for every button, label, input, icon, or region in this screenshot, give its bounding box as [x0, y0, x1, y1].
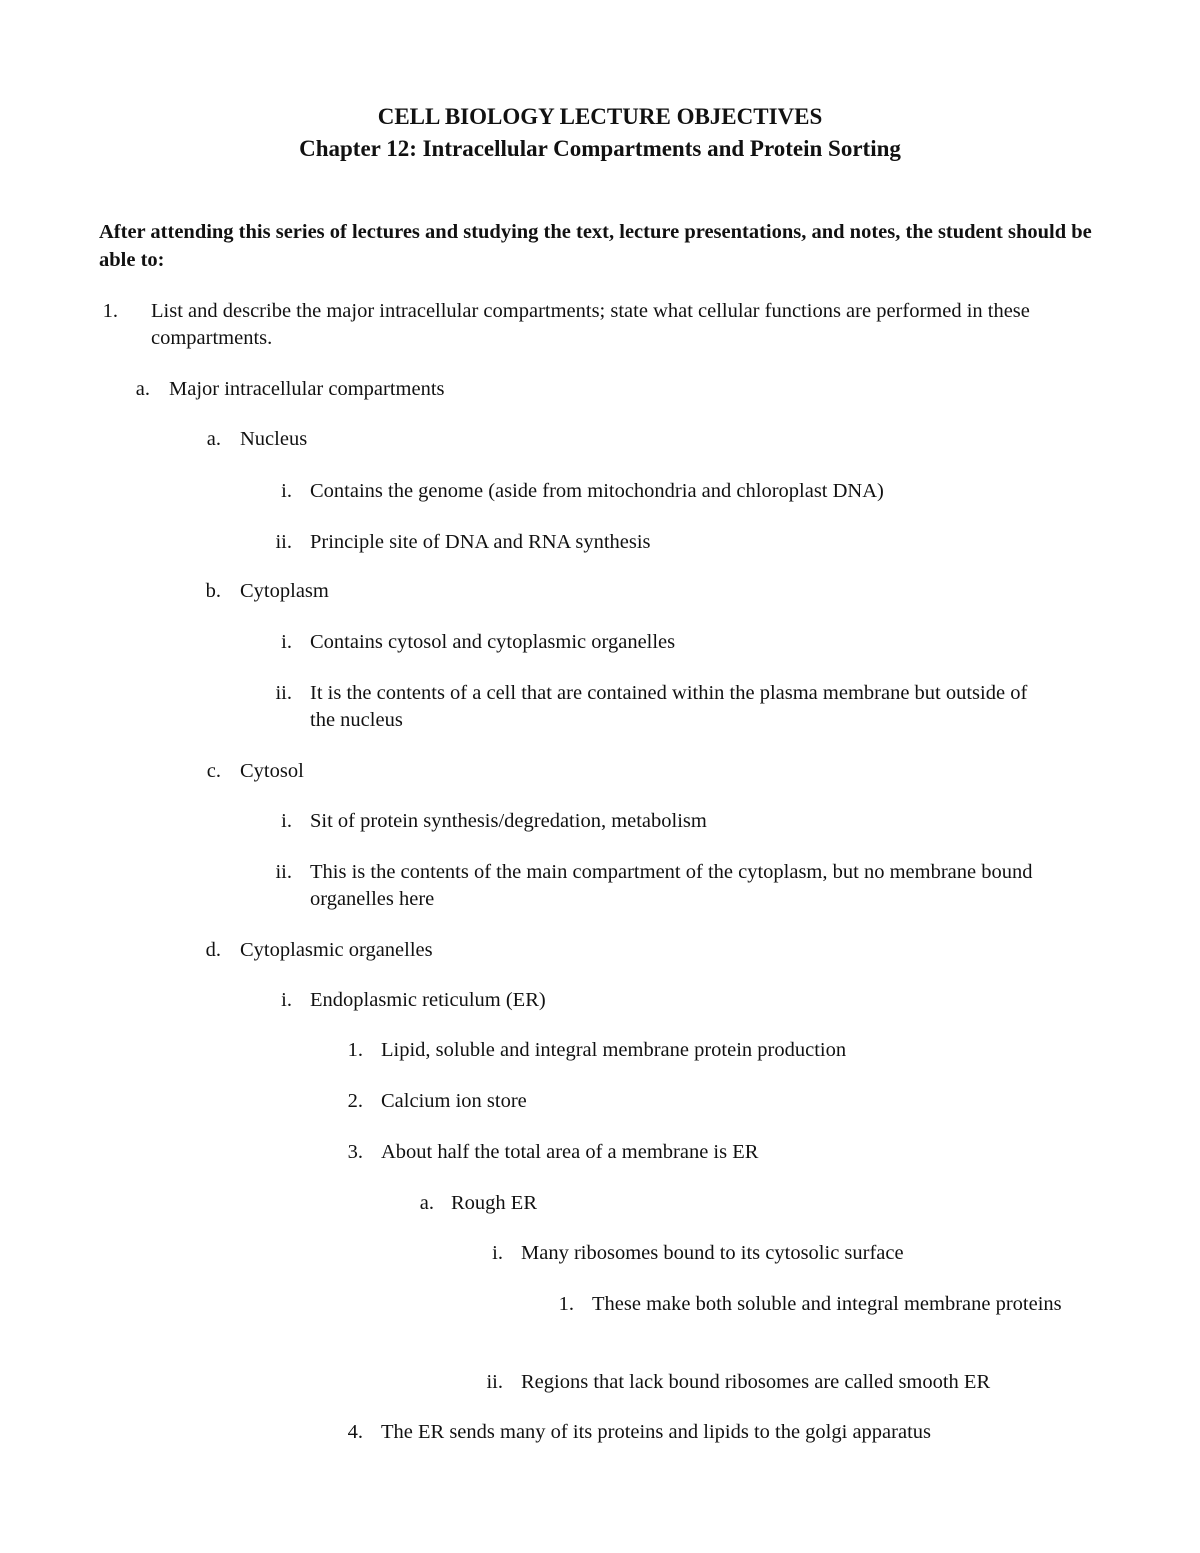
outline-marker: i. — [281, 810, 292, 832]
outline-text: Cytoplasmic organelles — [240, 939, 433, 961]
outline-marker: 4. — [347, 1421, 363, 1443]
outline-text: Many ribosomes bound to its cytosolic surface — [521, 1242, 904, 1264]
outline-marker: c. — [206, 760, 221, 782]
outline-marker: 1. — [558, 1293, 574, 1315]
chapter-title: Chapter 12: Intracellular Compartments and Protein Sorting — [299, 136, 901, 161]
outline-marker: ii. — [486, 1371, 503, 1393]
outline-text: Cytosol — [240, 760, 304, 782]
outline-text: Endoplasmic reticulum (ER) — [310, 989, 546, 1011]
outline-marker: i. — [492, 1242, 503, 1264]
outline-text: This is the contents of the main compartment of the cytoplasm, but no membrane bound organelles here — [310, 861, 1033, 910]
outline-text: Contains the genome (aside from mitochondria and chloroplast DNA) — [310, 480, 884, 502]
outline-text: About half the total area of a membrane is ER — [381, 1141, 759, 1163]
outline-text: Lipid, soluble and integral membrane protein production — [381, 1039, 847, 1061]
outline-text: The ER sends many of its proteins and lipids to the golgi apparatus — [381, 1421, 931, 1443]
outline-marker: ii. — [275, 682, 292, 704]
outline-text: Cytoplasm — [240, 580, 329, 602]
intro-paragraph: After attending this series of lectures and studying the text, lecture presentations, and notes, the student should be able to: — [99, 221, 1092, 271]
outline-marker: a. — [206, 428, 221, 450]
outline-marker: 3. — [347, 1141, 363, 1163]
outline-marker: 1. — [347, 1039, 363, 1061]
outline-marker: a. — [419, 1192, 434, 1214]
objective-marker: 1. — [102, 300, 118, 322]
outline-text: Sit of protein synthesis/degredation, metabolism — [310, 810, 707, 832]
outline-marker: ii. — [275, 531, 292, 553]
outline-marker: i. — [281, 989, 292, 1011]
outline-text: Regions that lack bound ribosomes are called smooth ER — [521, 1371, 991, 1393]
outline-marker: d. — [205, 939, 221, 961]
outline-text: Major intracellular compartments — [169, 378, 445, 400]
outline-text: Contains cytosol and cytoplasmic organelles — [310, 631, 676, 653]
outline-text: It is the contents of a cell that are contained within the plasma membrane but outside of the nucleus — [310, 682, 1028, 731]
outline-text: Principle site of DNA and RNA synthesis — [310, 531, 651, 553]
outline-text: Rough ER — [451, 1192, 537, 1214]
objective-text: List and describe the major intracellular compartments; state what cellular functions are performed in these compartments. — [151, 300, 1030, 349]
objective-item — [0, 298, 1200, 352]
outline-marker: 2. — [347, 1090, 363, 1112]
document-title: CELL BIOLOGY LECTURE OBJECTIVES — [377, 104, 823, 129]
outline-marker: ii. — [275, 861, 292, 883]
outline-marker: a. — [135, 378, 150, 400]
outline-marker: i. — [281, 480, 292, 502]
outline-marker: i. — [281, 631, 292, 653]
outline-text: Calcium ion store — [381, 1090, 527, 1112]
outline-text: These make both soluble and integral membrane proteins — [592, 1293, 1062, 1315]
outline-marker: b. — [205, 580, 221, 602]
outline-text: Nucleus — [240, 428, 308, 450]
